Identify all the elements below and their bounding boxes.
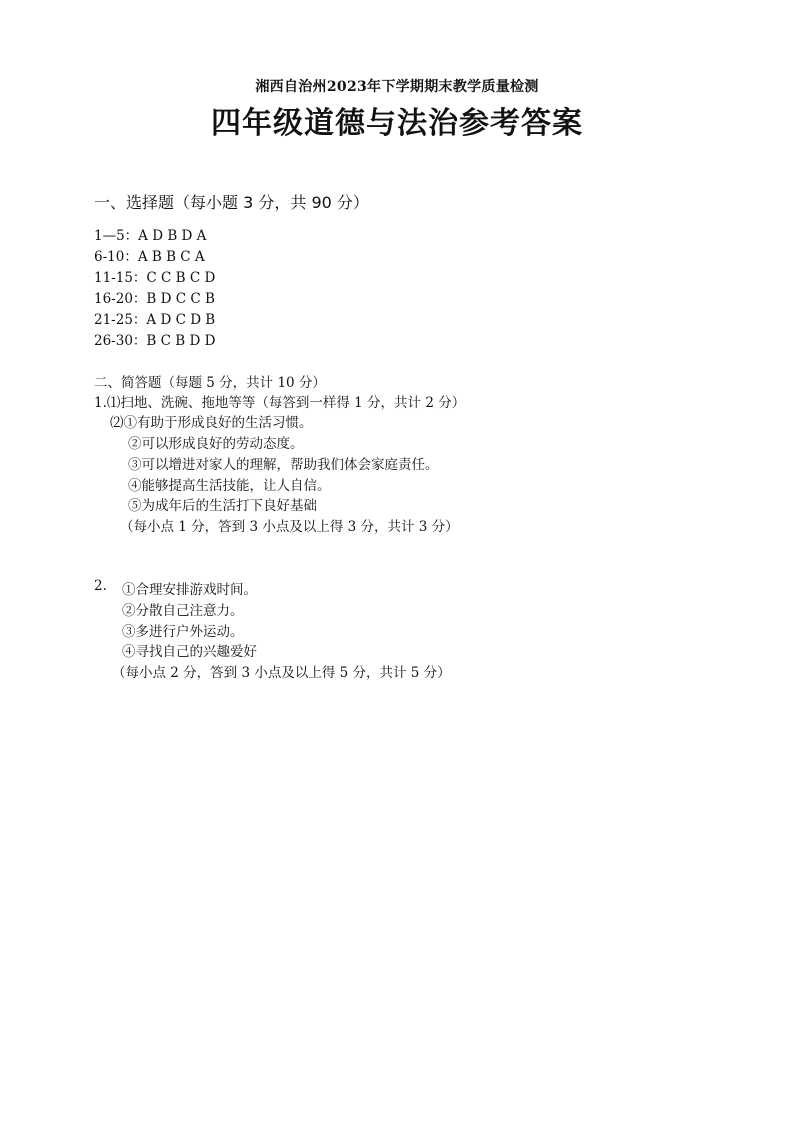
section-short-answer-heading: 二、简答题（每题 5 分，共计 10 分） [94,375,326,391]
q2-number: 2. [94,578,107,594]
q2-point: ①合理安排游戏时间。 [122,582,257,598]
answer-row: 16-20：B D C C B [94,291,215,307]
exam-subtitle: 湘西自治州2023年下学期期末教学质量检测 [255,79,539,95]
q1-part1-answer: 1.⑴扫地、洗碗、拖地等等（每答到一样得 1 分，共计 2 分） [94,395,466,411]
answer-row: 11-15：C C B C D [94,270,216,286]
answer-row: 6-10：A B B C A [94,249,205,265]
q2-scoring-note: （每小点 2 分，答到 3 小点及以上得 5 分，共计 5 分） [112,665,451,681]
q1-scoring-note: （每小点 1 分，答到 3 小点及以上得 3 分，共计 3 分） [120,519,459,535]
answer-row: 26-30：B C B D D [94,333,216,349]
answer-row: 1—5：A D B D A [94,228,207,244]
q2-point: ②分散自己注意力。 [122,603,244,619]
q1-part2-point: ④能够提高生活技能，让人自信。 [128,478,331,494]
q1-part2-point: ③可以增进对家人的理解，帮助我们体会家庭责任。 [128,457,439,473]
section-multiple-choice-heading: 一、选择题（每小题 3 分，共 90 分） [94,193,369,212]
q1-part2-point: ⑤为成年后的生活打下良好基础 [128,498,317,514]
answer-row: 21-25：A D C D B [94,312,216,328]
q2-point: ④寻找自己的兴趣爱好 [122,644,257,660]
q2-point: ③多进行户外运动。 [122,624,244,640]
q1-part2-point: ⑵①有助于形成良好的生活习惯。 [110,415,313,431]
q1-part2-point: ②可以形成良好的劳动态度。 [128,436,304,452]
page-title: 四年级道德与法治参考答案 [211,106,583,141]
